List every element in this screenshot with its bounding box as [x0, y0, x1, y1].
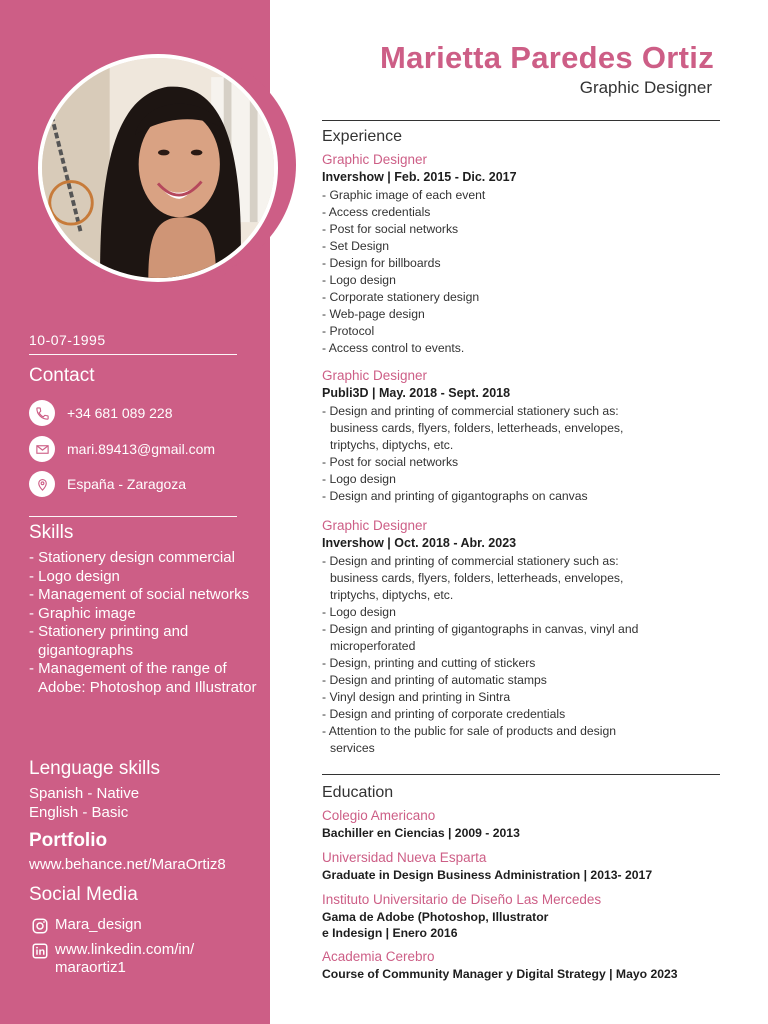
list-item: - Corporate stationery design — [322, 290, 480, 304]
degree-detail: Course of Community Manager y Digital Strategy | Mayo 2023 — [322, 967, 678, 981]
education-entry — [322, 850, 722, 883]
skills-heading: Skills — [29, 522, 74, 543]
list-item: - Graphic image of each event — [322, 188, 486, 202]
degree-detail: Gama de Adobe (Photoshop, Illustrator e Indesign | Enero 2016 — [322, 910, 549, 940]
school-name: Instituto Universitario de Diseño Las Mercedes — [322, 892, 602, 907]
list-item: - Design for billboards — [322, 256, 441, 270]
school-name: Universidad Nueva Esparta — [322, 850, 487, 865]
list-item: Spanish - Native — [29, 785, 140, 802]
education-entry — [322, 949, 722, 982]
list-item: - Design and printing of commercial stationery such as: business cards, flyers, folders, letterheads, envelopes, triptychs, diptychs, etc. — [322, 554, 624, 602]
degree-detail: Graduate in Design Business Administration | 2013- 2017 — [322, 868, 653, 882]
list-item: - Set Design — [322, 239, 390, 253]
portfolio-link[interactable]: www.behance.net/MaraOrtiz8 — [29, 856, 226, 873]
job-title: Graphic Designer — [322, 518, 428, 533]
list-item: - Logo design — [29, 567, 120, 585]
mail-icon — [29, 436, 55, 462]
person-name: Marietta Paredes Ortiz — [380, 40, 714, 75]
education-heading: Education — [322, 784, 394, 801]
job-duties — [322, 187, 722, 357]
job-entry — [322, 152, 722, 357]
phone-number[interactable]: +34 681 089 228 — [67, 405, 173, 421]
job-title: Graphic Designer — [322, 152, 428, 167]
portfolio-heading: Portfolio — [29, 830, 108, 851]
list-item: - Management of the range of Adobe: Photoshop and Illustrator — [29, 660, 257, 696]
linkedin-icon — [31, 942, 49, 960]
list-item: - Management of social networks — [29, 586, 250, 603]
job-company: Invershow | Feb. 2015 - Dic. 2017 — [322, 170, 517, 184]
school-name: Academia Cerebro — [322, 949, 435, 964]
list-item: - Logo design — [322, 472, 396, 486]
divider — [29, 354, 237, 355]
list-item: - Logo design — [322, 605, 396, 619]
person-role: Graphic Designer — [579, 78, 712, 97]
divider — [29, 516, 237, 517]
degree-detail: Bachiller en Ciencias | 2009 - 2013 — [322, 826, 520, 840]
list-item: - Stationery printing and gigantographs — [29, 623, 189, 659]
job-company: Invershow | Oct. 2018 - Abr. 2023 — [322, 536, 517, 550]
phone-icon — [29, 400, 55, 426]
social-heading: Social Media — [29, 884, 138, 905]
divider — [322, 774, 720, 775]
skills-list — [29, 549, 265, 697]
list-item: - Design and printing of corporate credentials — [322, 707, 566, 721]
job-entry — [322, 368, 642, 505]
sidebar — [0, 0, 270, 1024]
list-item: - Graphic image — [29, 604, 136, 622]
languages-list — [29, 784, 261, 822]
education-entry — [322, 808, 722, 841]
school-name: Colegio Americano — [322, 808, 436, 823]
job-entry — [322, 518, 642, 757]
contact-phone — [29, 400, 173, 426]
list-item: - Post for social networks — [322, 455, 459, 469]
date-of-birth: 10-07-1995 — [29, 332, 106, 348]
job-company: Publi3D | May. 2018 - Sept. 2018 — [322, 386, 511, 400]
list-item: - Access control to events. — [322, 341, 465, 355]
list-item: - Post for social networks — [322, 222, 459, 236]
education-entry — [322, 892, 722, 941]
location-text: España - Zaragoza — [67, 476, 187, 492]
languages-heading: Lenguage skills — [29, 758, 160, 779]
list-item: - Design and printing of gigantographs on canvas — [322, 489, 588, 503]
contact-location — [29, 471, 186, 497]
list-item: - Design and printing of gigantographs in canvas, vinyl and microperforated — [322, 622, 639, 653]
list-item: - Design, printing and cutting of stickers — [322, 656, 536, 670]
list-item: English - Basic — [29, 804, 129, 821]
contact-heading: Contact — [29, 365, 95, 386]
list-item: - Logo design — [322, 273, 396, 287]
list-item: - Access credentials — [322, 205, 431, 219]
list-item: - Vinyl design and printing in Sintra — [322, 690, 511, 704]
email-address[interactable]: mari.89413@gmail.com — [67, 441, 216, 457]
instagram-handle[interactable]: Mara_design — [55, 916, 142, 933]
list-item: - Stationery design commercial — [29, 549, 235, 566]
job-title: Graphic Designer — [322, 368, 428, 383]
linkedin-url[interactable]: www.linkedin.com/in/ maraortiz1 — [55, 941, 195, 976]
contact-email — [29, 436, 215, 462]
job-duties — [322, 403, 642, 505]
list-item: - Design and printing of automatic stamps — [322, 673, 547, 687]
divider — [322, 120, 720, 121]
location-pin-icon — [29, 471, 55, 497]
list-item: - Design and printing of commercial stationery such as: business cards, flyers, folders, letterheads, envelopes, triptychs, diptychs, etc. — [322, 404, 624, 452]
job-duties — [322, 553, 642, 757]
experience-heading: Experience — [322, 128, 403, 145]
list-item: - Attention to the public for sale of products and design services — [322, 724, 617, 755]
social-linkedin — [31, 941, 231, 977]
social-instagram — [31, 916, 142, 935]
list-item: - Web-page design — [322, 307, 425, 321]
instagram-icon — [31, 917, 49, 935]
list-item: - Protocol — [322, 324, 375, 338]
profile-photo — [38, 54, 278, 282]
